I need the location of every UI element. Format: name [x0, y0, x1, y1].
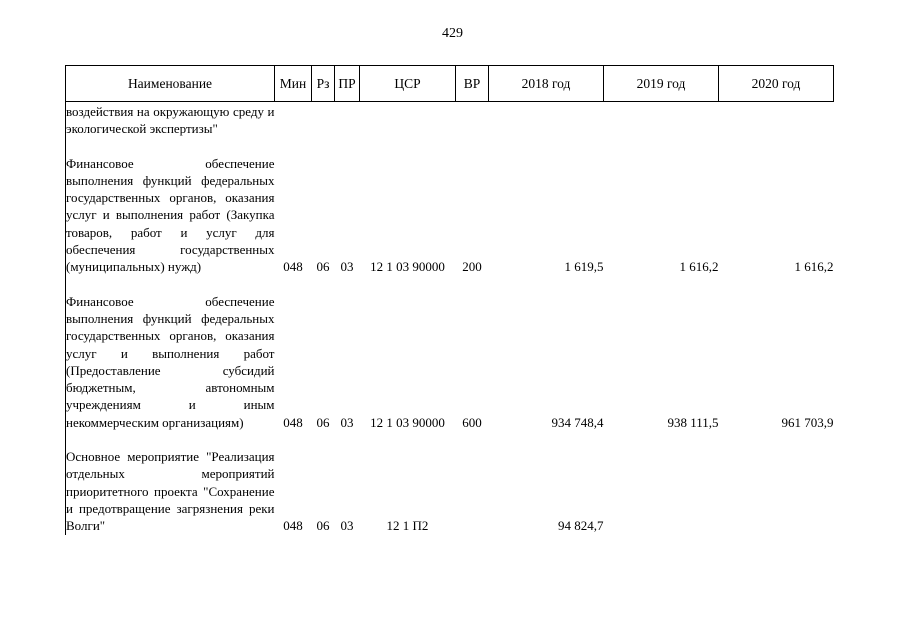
header-vr: ВР [456, 66, 489, 102]
table-row [66, 448, 834, 534]
header-rz: Рз [312, 66, 335, 102]
row-2019: 938 111,5 [667, 414, 719, 430]
header-name: Наименование [66, 66, 275, 102]
row-csr [360, 102, 456, 138]
row-rz [312, 102, 335, 138]
row-min [275, 102, 312, 138]
row-2018: 94 824,7 [558, 518, 604, 534]
header-2019: 2019 год [604, 66, 719, 102]
row-pr [335, 102, 360, 138]
row-2019 [604, 448, 719, 534]
row-min: 048 [283, 414, 303, 430]
row-vr: 600 [462, 414, 482, 430]
header-csr: ЦСР [360, 66, 456, 102]
budget-table [65, 65, 834, 535]
row-csr: 12 1 П2 [386, 518, 429, 534]
row-vr: 200 [462, 259, 482, 275]
table-row [66, 155, 834, 276]
row-pr: 03 [340, 518, 354, 534]
row-name: Основное мероприятие "Реализация отдельных мероприятий приоритетного проекта "Сохранение и предотвращение загрязнения реки Волги" [66, 449, 275, 534]
page-number: 429 [442, 26, 463, 41]
row-2019 [604, 102, 719, 138]
row-2020 [719, 102, 834, 138]
row-rz: 06 [316, 259, 330, 275]
row-2020: 961 703,9 [781, 414, 834, 430]
row-csr: 12 1 03 90000 [370, 414, 445, 430]
row-pr: 03 [340, 414, 354, 430]
header-2018: 2018 год [489, 66, 604, 102]
header-min: Мин [275, 66, 312, 102]
row-2020: 1 616,2 [794, 259, 834, 275]
row-2018 [489, 102, 604, 138]
row-rz: 06 [316, 518, 330, 534]
row-csr: 12 1 03 90000 [370, 259, 445, 275]
table-row [66, 293, 834, 431]
row-name: Финансовое обеспечение выполнения функций федеральных государственных органов, оказания услуг и выполнения работ (Закупка товаров, работ и услуг для обеспечения государственных (муниципальных) нужд) [66, 155, 275, 275]
row-name: воздействия на окружающую среду и экологической экспертизы" [66, 102, 275, 138]
row-pr: 03 [340, 259, 354, 275]
header-pr: ПР [335, 66, 360, 102]
row-min: 048 [283, 518, 303, 534]
row-2018: 1 619,5 [564, 259, 604, 275]
row-min: 048 [283, 259, 303, 275]
row-vr [456, 448, 489, 534]
table-header-row [66, 66, 834, 102]
row-rz: 06 [316, 414, 330, 430]
row-2019: 1 616,2 [679, 259, 719, 275]
table-row [66, 102, 834, 138]
row-vr [456, 102, 489, 138]
header-2020: 2020 год [719, 66, 834, 102]
row-2020 [719, 448, 834, 534]
row-2018: 934 748,4 [551, 414, 604, 430]
row-name: Финансовое обеспечение выполнения функций федеральных государственных органов, оказания услуг и выполнения работ (Предоставление субсидий бюджетным, автономным учреждениям и иным некоммерческим организациям) [66, 293, 275, 430]
